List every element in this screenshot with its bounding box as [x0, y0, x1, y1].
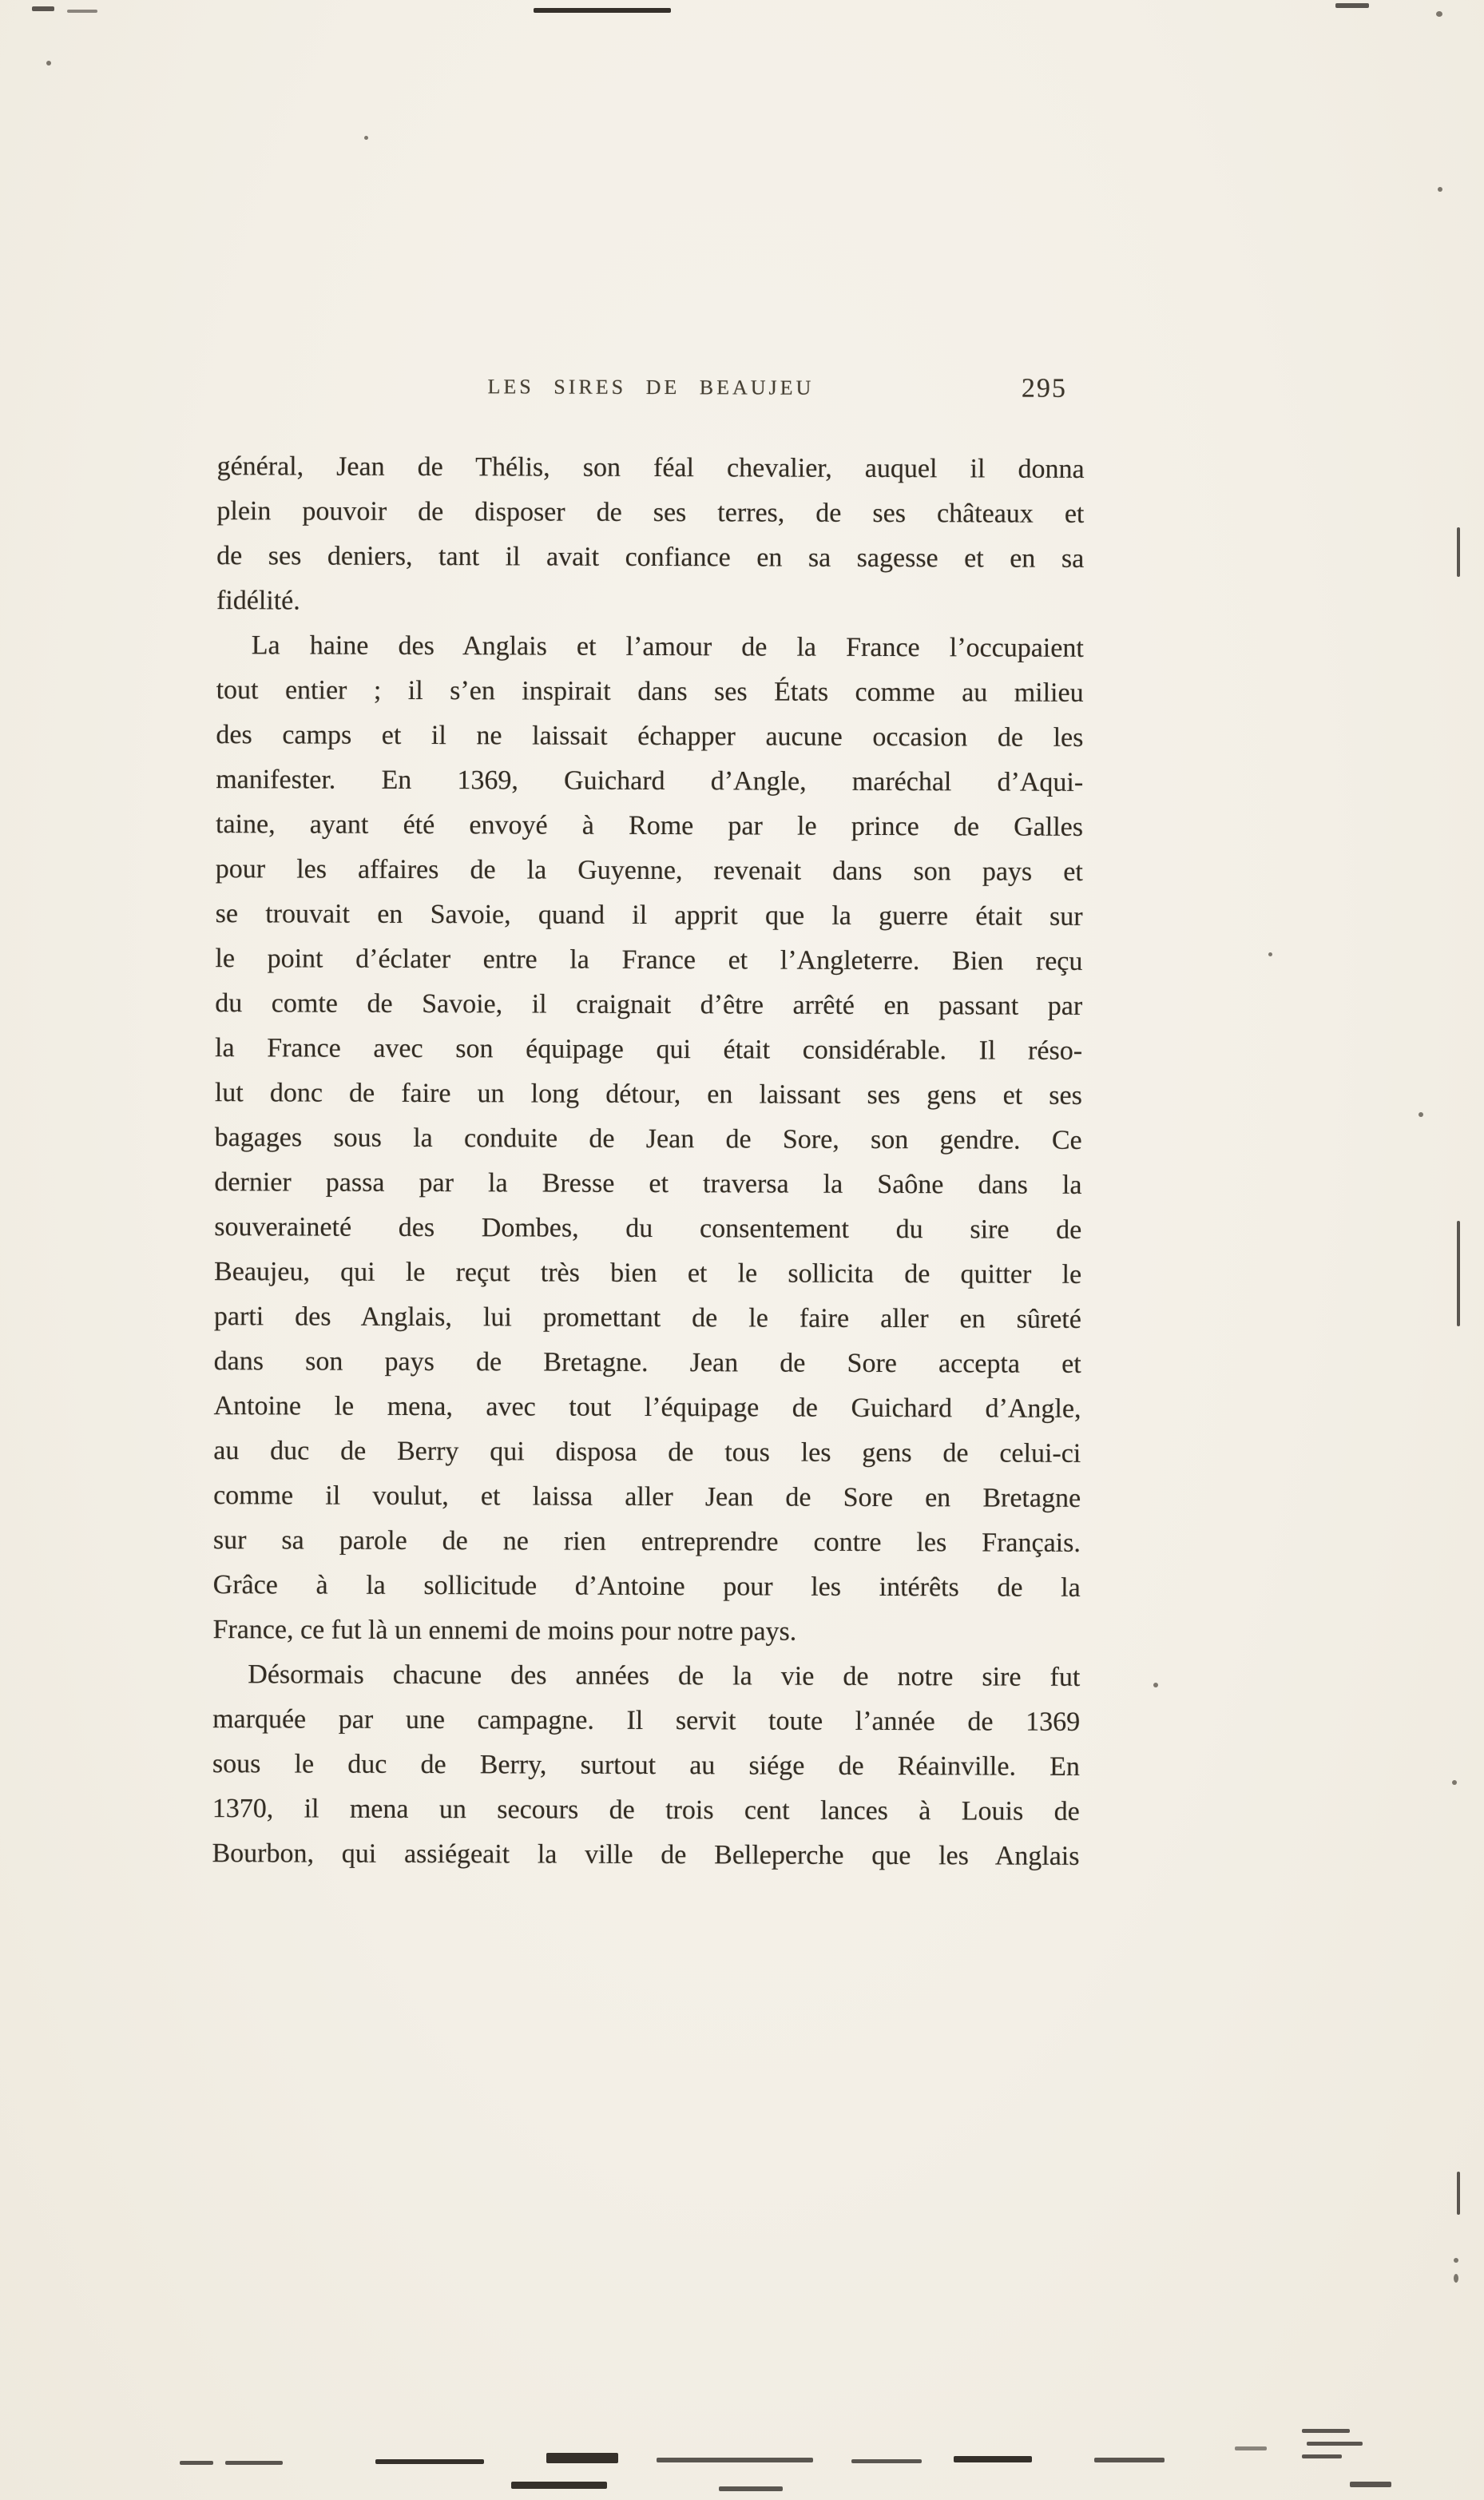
text-line: sur sa parole de ne rien entreprendre contre les Français.	[212, 1525, 1081, 1558]
scan-artifact	[534, 8, 671, 13]
body-text	[212, 444, 1084, 1879]
page-number: 295	[1021, 373, 1068, 403]
scan-artifact	[657, 2458, 813, 2462]
text-line: pour les affaires de la Guyenne, revenait dans son pays et	[215, 854, 1083, 887]
text-line: tout entier ; il s’en inspirait dans ses États comme au milieu	[216, 675, 1084, 708]
scan-artifact	[1307, 2442, 1363, 2446]
text-line: plein pouvoir de disposer de ses terres, de ses châteaux et	[216, 496, 1085, 529]
scan-artifact	[1419, 1112, 1423, 1117]
text-line: France, ce fut là un ennemi de moins pour notre pays.	[212, 1615, 797, 1647]
scan-artifact	[1454, 2274, 1458, 2283]
scan-artifact	[1438, 187, 1442, 192]
text-line: taine, ayant été envoyé à Rome par le prince de Galles	[215, 809, 1084, 842]
text-line: Bourbon, qui assiégeait la ville de Belleperche que les Anglais	[212, 1838, 1080, 1871]
text-line: souveraineté des Dombes, du consentement du sire de	[214, 1212, 1082, 1245]
text-block	[212, 374, 1085, 1879]
scan-artifact	[67, 10, 97, 13]
scan-artifact	[1457, 1221, 1460, 1326]
text-line: de ses deniers, tant il avait confiance en sa sagesse et en sa	[216, 541, 1085, 574]
text-line: au duc de Berry qui disposa de tous les gens de celui-ci	[213, 1436, 1081, 1469]
scan-artifact	[1094, 2458, 1165, 2462]
text-line: général, Jean de Thélis, son féal chevalier, auquel il donna	[216, 451, 1085, 484]
scan-artifact	[1457, 527, 1460, 577]
scan-artifact	[1436, 11, 1442, 17]
text-line: lut donc de faire un long détour, en laissant ses gens et ses	[214, 1078, 1082, 1111]
text-line: Beaujeu, qui le reçut très bien et le sollicita de quitter le	[214, 1257, 1082, 1290]
page-header	[217, 374, 1085, 414]
scan-artifact	[1350, 2482, 1391, 2487]
text-line: 1370, il mena un secours de trois cent lances à Louis de	[212, 1794, 1080, 1826]
text-line: sous le duc de Berry, surtout au siége de Réainville. En	[212, 1749, 1080, 1782]
text-line: Désormais chacune des années de la vie de notre sire fut	[248, 1659, 1081, 1692]
scan-artifact	[1302, 2429, 1350, 2433]
text-line: bagages sous la conduite de Jean de Sore, son gendre. Ce	[214, 1123, 1082, 1155]
scan-artifact	[46, 61, 51, 66]
scan-artifact	[1153, 1683, 1158, 1687]
scan-artifact	[364, 136, 368, 140]
text-line: des camps et il ne laissait échapper aucune occasion de les	[216, 720, 1084, 753]
text-line: se trouvait en Savoie, quand il apprit que la guerre était sur	[215, 899, 1083, 932]
scan-artifact	[1454, 2258, 1458, 2263]
scan-artifact	[1335, 3, 1369, 8]
scan-artifact	[546, 2453, 618, 2463]
text-line: manifester. En 1369, Guichard d’Angle, maréchal d’Aqui-	[216, 765, 1084, 797]
scan-artifact	[851, 2459, 922, 2463]
text-line: dernier passa par la Bresse et traversa la Saône dans la	[214, 1167, 1082, 1200]
text-line: Grâce à la sollicitude d’Antoine pour les intérêts de la	[212, 1570, 1081, 1603]
text-line: comme il voulut, et laissa aller Jean de Sore en Bretagne	[213, 1481, 1081, 1513]
scan-artifact	[1302, 2454, 1342, 2458]
text-line: La haine des Anglais et l’amour de la France l’occupaient	[251, 630, 1084, 663]
scan-artifact	[954, 2456, 1032, 2462]
scan-artifact	[1268, 952, 1272, 956]
scan-artifact	[375, 2459, 484, 2464]
text-line: parti des Anglais, lui promettant de le faire aller en sûreté	[213, 1302, 1081, 1334]
text-line: le point d’éclater entre la France et l’Angleterre. Bien reçu	[215, 944, 1083, 976]
scan-artifact	[180, 2461, 213, 2465]
text-line: marquée par une campagne. Il servit toute l’année de 1369	[212, 1704, 1081, 1737]
text-line: fidélité.	[216, 586, 300, 616]
scan-artifact	[719, 2486, 783, 2491]
running-title: LES SIRES DE BEAUJEU	[487, 375, 815, 399]
scan-artifact	[1457, 2172, 1460, 2215]
text-line: du comte de Savoie, il craignait d’être arrêté en passant par	[215, 988, 1083, 1021]
scan-artifact	[32, 6, 54, 11]
text-line: dans son pays de Bretagne. Jean de Sore accepta et	[213, 1346, 1081, 1379]
text-line: la France avec son équipage qui était considérable. Il réso-	[214, 1033, 1083, 1066]
scan-artifact	[225, 2461, 283, 2465]
scan-artifact	[511, 2482, 607, 2489]
scan-artifact	[1452, 1780, 1457, 1785]
text-line: Antoine le mena, avec tout l’équipage de Guichard d’Angle,	[213, 1391, 1081, 1424]
scan-artifact	[1235, 2446, 1267, 2450]
